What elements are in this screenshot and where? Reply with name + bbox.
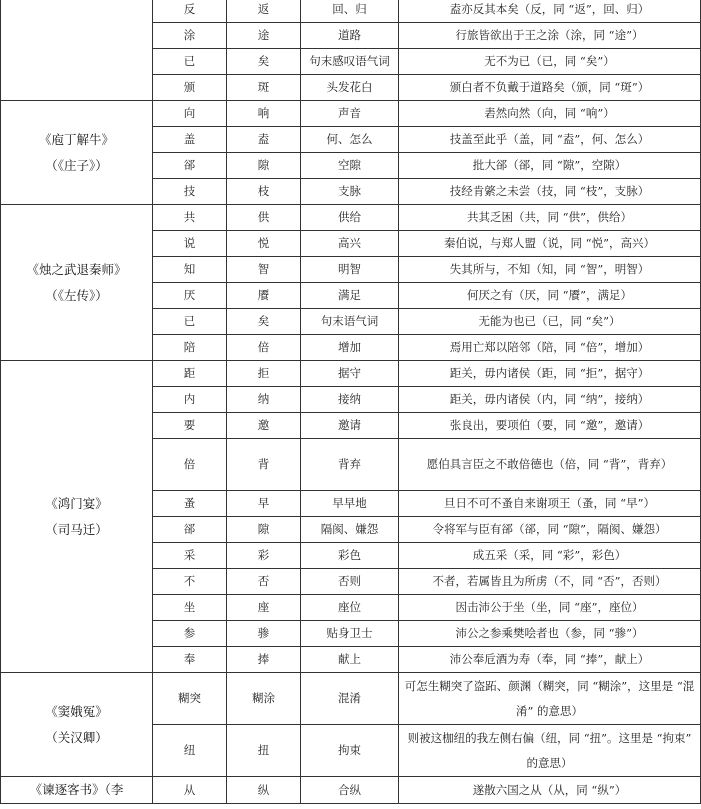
original-char: 彩	[227, 543, 301, 569]
original-char: 早	[227, 491, 301, 517]
work-author: （司马迁）	[45, 521, 108, 537]
example-cell: 沛公之参乘樊哙者也（参，同 “骖”）	[399, 621, 701, 647]
example-cell: 何厌之有（厌，同 “餍”，满足）	[399, 283, 701, 309]
work-cell	[1, 101, 153, 205]
meaning-cell: 彩色	[301, 543, 399, 569]
example-cell: 张良出，要项伯（要，同 “邀”，邀请）	[399, 413, 701, 439]
work-cell	[1, 673, 153, 777]
example-cell: 技盖至此乎（盖，同 “盍”，何、怎么）	[399, 127, 701, 153]
tongjia-char: 要	[153, 413, 227, 439]
tongjia-char: 技	[153, 179, 227, 205]
example-cell: 距关，毋内诸侯（距，同 “拒”，据守）	[399, 361, 701, 387]
tongjia-char: 涂	[153, 23, 227, 49]
example-cell: 因击沛公于坐（坐，同 “座”，座位）	[399, 595, 701, 621]
example-cell: 无不为已（已，同 “矣”）	[399, 49, 701, 75]
table-row	[1, 101, 701, 127]
tongjia-char: 反	[153, 0, 227, 23]
example-cell: 成五采（采，同 “彩”，彩色）	[399, 543, 701, 569]
meaning-cell: 拘束	[301, 725, 399, 777]
original-char: 捧	[227, 647, 301, 673]
table-body	[1, 0, 701, 804]
original-char: 途	[227, 23, 301, 49]
tongjia-char: 采	[153, 543, 227, 569]
example-cell: 颁白者不负戴于道路矣（颁，同 “斑”）	[399, 75, 701, 101]
original-char: 座	[227, 595, 301, 621]
tongjia-char: 奉	[153, 647, 227, 673]
tongjia-char: 郤	[153, 517, 227, 543]
example-cell: 则被这枷纽的我左侧右偏（纽，同 “扭”。这里是 “拘束” 的意思）	[399, 725, 701, 777]
meaning-cell: 否则	[301, 569, 399, 595]
table-row	[1, 361, 701, 387]
original-char: 隙	[227, 517, 301, 543]
original-char: 矣	[227, 49, 301, 75]
example-cell: 秦伯说，与郑人盟（说，同 “悦”，高兴）	[399, 231, 701, 257]
original-char: 斑	[227, 75, 301, 101]
example-cell: 可怎生糊突了盗跖、颜渊（糊突，同 “糊涂”，这里是 “混淆” 的意思）	[399, 673, 701, 725]
work-cell	[1, 777, 153, 804]
example-cell: 无能为也已（已，同 “矣”）	[399, 309, 701, 335]
example-cell: 愿伯具言臣之不敢倍德也（倍，同 “背”，背弃）	[399, 439, 701, 491]
original-char: 供	[227, 205, 301, 231]
work-author: （《庄子》）	[45, 157, 108, 173]
example-cell: 令将军与臣有郤（郤，同 “隙”，隔阂、嫌怨）	[399, 517, 701, 543]
meaning-cell: 高兴	[301, 231, 399, 257]
tongjia-char: 坐	[153, 595, 227, 621]
tongjia-char: 共	[153, 205, 227, 231]
work-cell	[1, 205, 153, 361]
tongjia-char: 盖	[153, 127, 227, 153]
original-char: 智	[227, 257, 301, 283]
tongjia-char: 已	[153, 49, 227, 75]
tongjia-char: 蚤	[153, 491, 227, 517]
table-row	[1, 205, 701, 231]
example-cell: 盍亦反其本矣（反，同 “返”，回、归）	[399, 0, 701, 23]
meaning-cell: 何、怎么	[301, 127, 399, 153]
tongjia-char: 内	[153, 387, 227, 413]
meaning-cell: 隔阂、嫌怨	[301, 517, 399, 543]
original-char: 倍	[227, 335, 301, 361]
tongjia-char: 距	[153, 361, 227, 387]
example-cell: 沛公奉卮酒为寿（奉，同 “捧”，献上）	[399, 647, 701, 673]
original-char: 矣	[227, 309, 301, 335]
meaning-cell: 回、归	[301, 0, 399, 23]
tongjia-char: 颁	[153, 75, 227, 101]
meaning-cell: 座位	[301, 595, 399, 621]
work-cell	[1, 361, 153, 673]
original-char: 餍	[227, 283, 301, 309]
table-row	[1, 777, 701, 804]
original-char: 返	[227, 0, 301, 23]
tongjia-char: 说	[153, 231, 227, 257]
original-char: 纵	[227, 777, 301, 804]
tongjia-char: 陪	[153, 335, 227, 361]
tongjia-char: 厌	[153, 283, 227, 309]
meaning-cell: 声音	[301, 101, 399, 127]
work-cell	[1, 0, 153, 101]
original-char: 隙	[227, 153, 301, 179]
original-char: 盍	[227, 127, 301, 153]
work-title: 《鸿门宴》	[45, 495, 108, 511]
meaning-cell: 背弃	[301, 439, 399, 491]
meaning-cell: 早早地	[301, 491, 399, 517]
meaning-cell: 句末感叹语气词	[301, 49, 399, 75]
meaning-cell: 据守	[301, 361, 399, 387]
meaning-cell: 句末语气词	[301, 309, 399, 335]
tongjia-char: 向	[153, 101, 227, 127]
original-char: 响	[227, 101, 301, 127]
work-title: 《庖丁解牛》	[38, 131, 114, 147]
example-cell: 不者，若属皆且为所虏（不，同 “否”，否则）	[399, 569, 701, 595]
example-cell: 旦日不可不蚤自来谢项王（蚤，同 “早”）	[399, 491, 701, 517]
example-cell: 距关，毋内诸侯（内，同 “纳”，接纳）	[399, 387, 701, 413]
work-author: （关汉卿）	[45, 729, 108, 745]
tongjia-char: 从	[153, 777, 227, 804]
original-char: 骖	[227, 621, 301, 647]
meaning-cell: 供给	[301, 205, 399, 231]
meaning-cell: 贴身卫士	[301, 621, 399, 647]
original-char: 枝	[227, 179, 301, 205]
original-char: 扭	[227, 725, 301, 777]
example-cell: 行旅皆欲出于王之涂（涂，同 “途”）	[399, 23, 701, 49]
original-char: 背	[227, 439, 301, 491]
meaning-cell: 道路	[301, 23, 399, 49]
example-cell: 失其所与，不知（知，同 “智”，明智）	[399, 257, 701, 283]
tongjia-char: 已	[153, 309, 227, 335]
original-char: 糊涂	[227, 673, 301, 725]
meaning-cell: 邀请	[301, 413, 399, 439]
example-cell: 焉用亡郑以陪邻（陪，同 “倍”，增加）	[399, 335, 701, 361]
table-row	[1, 673, 701, 725]
original-char: 纳	[227, 387, 301, 413]
example-cell: 技经肯綮之未尝（技，同 “枝”，支脉）	[399, 179, 701, 205]
meaning-cell: 支脉	[301, 179, 399, 205]
meaning-cell: 明智	[301, 257, 399, 283]
tongjia-char: 倍	[153, 439, 227, 491]
meaning-cell: 空隙	[301, 153, 399, 179]
original-char: 悦	[227, 231, 301, 257]
meaning-cell: 混淆	[301, 673, 399, 725]
table-row	[1, 0, 701, 23]
tongjia-char: 不	[153, 569, 227, 595]
original-char: 拒	[227, 361, 301, 387]
example-cell: 遂散六国之从（从，同 “纵”）	[399, 777, 701, 804]
work-author: （《左传》）	[45, 287, 108, 303]
meaning-cell: 献上	[301, 647, 399, 673]
work-title: 《窦娥冤》	[45, 703, 108, 719]
tongjia-char: 糊突	[153, 673, 227, 725]
tongjia-char: 纽	[153, 725, 227, 777]
tongjia-char: 知	[153, 257, 227, 283]
meaning-cell: 接纳	[301, 387, 399, 413]
original-char: 否	[227, 569, 301, 595]
original-char: 邀	[227, 413, 301, 439]
meaning-cell: 合纵	[301, 777, 399, 804]
tongjia-char: 郤	[153, 153, 227, 179]
tongjia-char: 参	[153, 621, 227, 647]
work-title: 《谏逐客书》（李	[29, 782, 124, 797]
example-cell: 共其乏困（共，同 “供”，供给）	[399, 205, 701, 231]
meaning-cell: 增加	[301, 335, 399, 361]
work-title: 《烛之武退秦师》	[26, 261, 127, 277]
meaning-cell: 满足	[301, 283, 399, 309]
meaning-cell: 头发花白	[301, 75, 399, 101]
example-cell: 砉然向然（向，同 “响”）	[399, 101, 701, 127]
example-cell: 批大郤（郤，同 “隙”，空隙）	[399, 153, 701, 179]
